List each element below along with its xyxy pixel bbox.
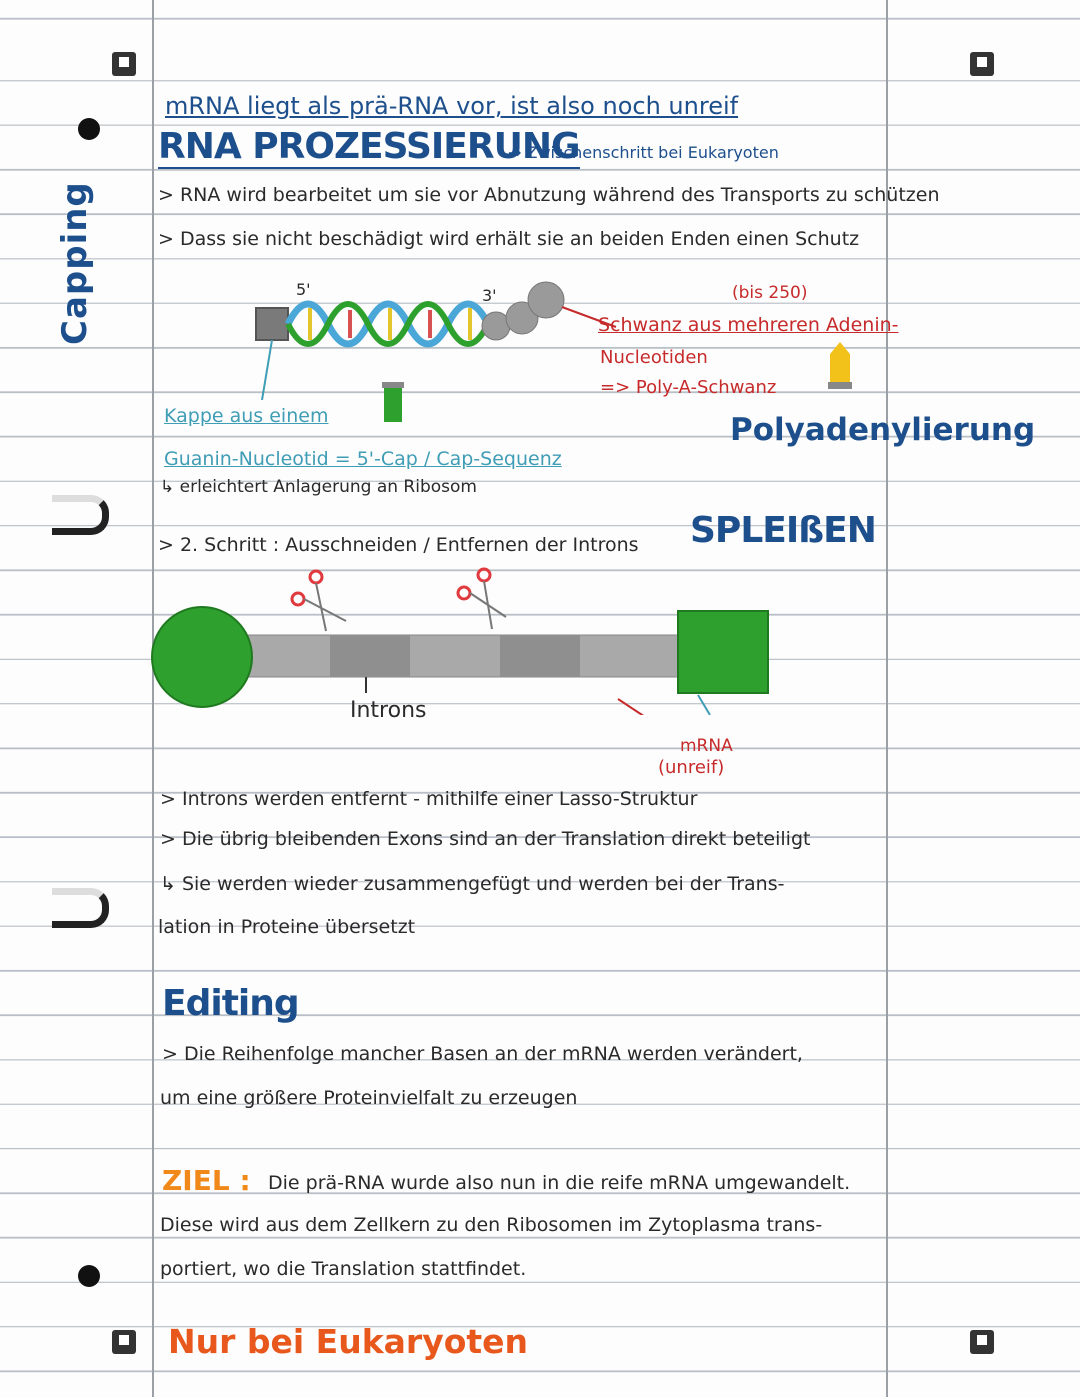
goal-line-2: Diese wird aus dem Zellkern zu den Ribosomen im Zytoplasma trans- — [160, 1214, 823, 1236]
cap-line-2: Guanin-Nucleotid = 5'-Cap / Cap-Sequenz — [164, 448, 562, 470]
punch-hole-top — [78, 118, 100, 140]
splicing-heading: SPLEIßEN — [690, 510, 876, 551]
binder-ring-1 — [52, 495, 109, 535]
cap-square — [256, 308, 288, 340]
corner-mark-bottom-right — [970, 1330, 994, 1354]
page-title: RNA PROZESSIERUNG — [158, 126, 580, 167]
corner-mark-top-left — [112, 52, 136, 76]
intro-bullet-1: > RNA wird bearbeitet um sie vor Abnutzung während des Transports zu schützen — [158, 184, 940, 206]
punch-hole-bottom — [78, 1265, 100, 1287]
mrna-label: mRNA — [680, 736, 733, 756]
tail-count: (bis 250) — [732, 283, 808, 303]
tail-line-2: Nucleotiden — [600, 347, 708, 368]
intron-1 — [330, 635, 410, 677]
binder-ring-2 — [52, 888, 109, 928]
goal-label: ZIEL : — [162, 1164, 251, 1197]
mrna-strand — [245, 635, 745, 677]
adenine-nucleotide-icon — [826, 340, 854, 392]
cap-line-3: ↳ erleichtert Anlagerung an Ribosom — [160, 477, 477, 497]
label-5-prime: 5' — [296, 280, 311, 299]
corner-mark-top-right — [970, 52, 994, 76]
footer-note: Nur bei Eukaryoten — [168, 1322, 529, 1361]
tail-square — [678, 611, 768, 693]
title-note: → Zwischenschritt bei Eukaryoten — [508, 143, 779, 162]
margin-label-capping: Capping — [55, 181, 95, 345]
intro-bullet-2: > Dass sie nicht beschädigt wird erhält sie an beiden Enden einen Schutz — [158, 228, 860, 250]
tail-line-1: Schwanz aus mehreren Adenin- — [598, 314, 899, 336]
scissors-icon-1 — [292, 571, 346, 631]
right-margin-line — [886, 0, 888, 1397]
cap-circle — [152, 607, 252, 707]
poly-a-bead-3 — [528, 282, 564, 318]
editing-heading: Editing — [162, 983, 299, 1024]
cap-line-1: Kappe aus einem — [164, 405, 329, 427]
introns-label: Introns — [350, 698, 427, 723]
goal-line-3: portiert, wo die Translation stattfindet. — [160, 1258, 527, 1280]
splicing-line-1: > Introns werden entfernt - mithilfe einer Lasso-Struktur — [160, 788, 698, 810]
label-3-prime: 3' — [482, 286, 497, 305]
polyadenylation-label: Polyadenylierung — [730, 412, 1036, 448]
splicing-diagram — [150, 565, 790, 715]
scissors-icon-2 — [458, 569, 506, 629]
splicing-step: > 2. Schritt : Ausschneiden / Entfernen der Introns — [158, 534, 639, 556]
tail-line-3: => Poly-A-Schwanz — [600, 377, 777, 398]
intron-2 — [500, 635, 580, 677]
mrna-sub-label: (unreif) — [658, 757, 725, 778]
goal-line-1: Die prä-RNA wurde also nun in die reife mRNA umgewandelt. — [268, 1172, 851, 1194]
header-line: mRNA liegt als prä-RNA vor, ist also noch unreif — [165, 92, 739, 120]
splicing-line-4: lation in Proteine übersetzt — [158, 916, 416, 938]
splicing-line-2: > Die übrig bleibenden Exons sind an der Translation direkt beteiligt — [160, 828, 811, 850]
guanine-nucleotide-icon — [384, 386, 402, 422]
corner-mark-bottom-left — [112, 1330, 136, 1354]
editing-line-1: > Die Reihenfolge mancher Basen an der mRNA werden verändert, — [162, 1043, 803, 1065]
editing-line-2: um eine größere Proteinvielfalt zu erzeugen — [160, 1087, 578, 1109]
splicing-line-3: ↳ Sie werden wieder zusammengefügt und werden bei der Trans- — [160, 873, 785, 895]
